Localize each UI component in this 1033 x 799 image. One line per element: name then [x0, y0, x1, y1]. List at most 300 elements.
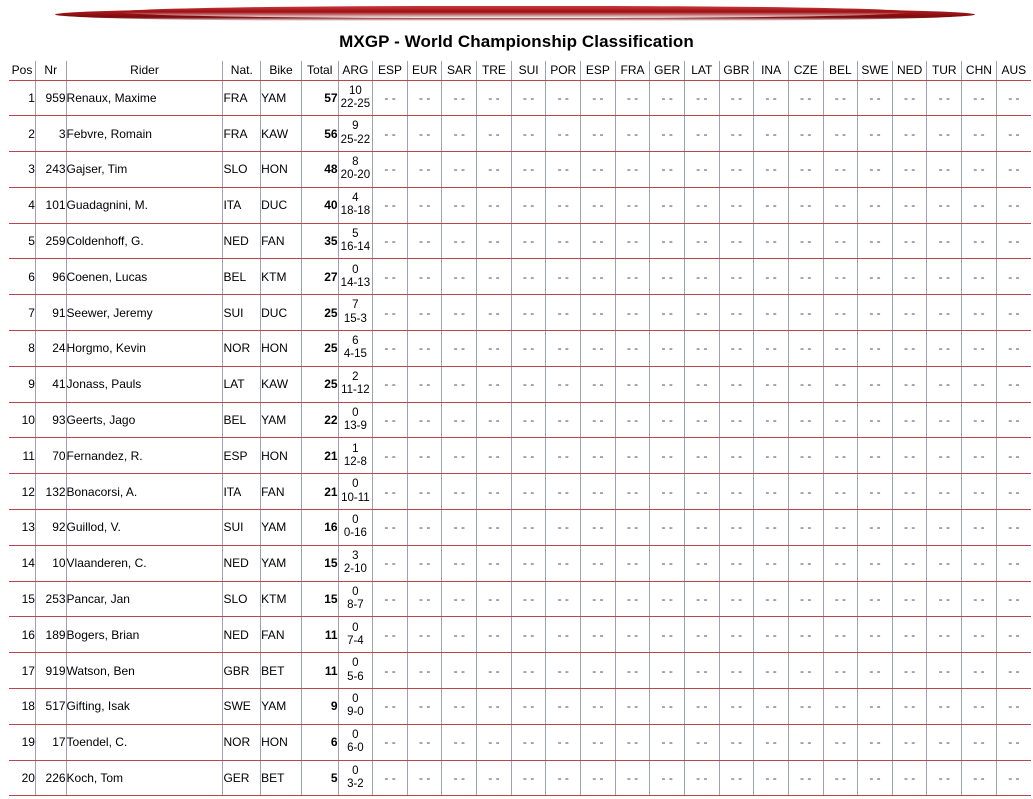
cell-nationality: SLO [223, 581, 261, 617]
cell-event-empty: - - [477, 259, 512, 295]
cell-event-empty: - - [823, 80, 858, 116]
cell-total-points: 6 [301, 724, 338, 760]
cell-event-empty: - - [615, 438, 650, 474]
cell-rider-name: Seewer, Jeremy [66, 295, 223, 331]
cell-event-arg [338, 581, 373, 617]
cell-event-empty: - - [962, 724, 997, 760]
cell-event-empty: - - [927, 331, 962, 367]
cell-nationality: FRA [223, 116, 261, 152]
cell-event-arg [338, 152, 373, 188]
cell-event-empty: - - [407, 545, 442, 581]
cell-event-empty: - - [407, 116, 442, 152]
cell-event-empty: - - [546, 581, 581, 617]
cell-event-empty: - - [754, 259, 789, 295]
cell-number: 259 [35, 223, 66, 259]
cell-event-empty: - - [477, 366, 512, 402]
cell-event-empty: - - [996, 187, 1031, 223]
cell-event-empty: - - [927, 581, 962, 617]
cell-event-empty: - - [615, 617, 650, 653]
cell-event-empty: - - [581, 545, 616, 581]
cell-event-empty: - - [927, 760, 962, 796]
cell-event-empty: - - [962, 80, 997, 116]
cell-event-empty: - - [996, 438, 1031, 474]
cell-number: 253 [35, 581, 66, 617]
cell-event-empty: - - [892, 402, 927, 438]
cell-event-empty: - - [788, 724, 823, 760]
cell-event-empty: - - [754, 760, 789, 796]
cell-event-empty: - - [788, 259, 823, 295]
cell-event-empty: - - [962, 510, 997, 546]
cell-number: 189 [35, 617, 66, 653]
cell-event-empty: - - [892, 80, 927, 116]
cell-event-empty: - - [511, 187, 546, 223]
cell-event-empty: - - [615, 581, 650, 617]
cell-event-empty: - - [823, 689, 858, 725]
cell-event-empty: - - [996, 366, 1031, 402]
cell-event-empty: - - [962, 402, 997, 438]
cell-event-empty: - - [927, 223, 962, 259]
cell-rider-name: Jonass, Pauls [66, 366, 223, 402]
cell-event-empty: - - [719, 223, 754, 259]
cell-number: 41 [35, 366, 66, 402]
event-points: 0 [352, 764, 359, 777]
event-points: 4 [352, 192, 359, 205]
cell-event-empty: - - [996, 402, 1031, 438]
event-race-results: 4-15 [343, 348, 367, 361]
cell-total-points: 25 [301, 366, 338, 402]
cell-event-empty: - - [684, 223, 719, 259]
cell-bike: FAN [261, 223, 302, 259]
cell-event-empty: - - [788, 689, 823, 725]
cell-event-empty: - - [407, 474, 442, 510]
cell-event-empty: - - [858, 689, 893, 725]
cell-event-empty: - - [962, 116, 997, 152]
header-event-tur: TUR [927, 61, 962, 80]
cell-event-empty: - - [962, 331, 997, 367]
cell-event-empty: - - [823, 545, 858, 581]
cell-event-empty: - - [996, 331, 1031, 367]
cell-event-empty: - - [788, 152, 823, 188]
cell-nationality: SUI [223, 510, 261, 546]
cell-event-empty: - - [373, 474, 408, 510]
cell-event-empty: - - [996, 510, 1031, 546]
cell-event-empty: - - [892, 438, 927, 474]
cell-position: 13 [9, 510, 35, 546]
cell-bike: KTM [261, 581, 302, 617]
cell-event-empty: - - [615, 259, 650, 295]
table-row [9, 80, 1031, 116]
cell-event-empty: - - [719, 116, 754, 152]
cell-total-points: 21 [301, 438, 338, 474]
cell-event-empty: - - [754, 80, 789, 116]
cell-event-empty: - - [823, 187, 858, 223]
cell-number: 17 [35, 724, 66, 760]
cell-number: 96 [35, 259, 66, 295]
cell-event-empty: - - [511, 152, 546, 188]
event-race-results: 3-2 [347, 778, 364, 791]
cell-event-empty: - - [511, 617, 546, 653]
cell-event-empty: - - [996, 259, 1031, 295]
cell-event-empty: - - [684, 80, 719, 116]
cell-event-empty: - - [962, 152, 997, 188]
cell-bike: DUC [261, 295, 302, 331]
cell-event-empty: - - [823, 331, 858, 367]
cell-event-empty: - - [477, 187, 512, 223]
cell-event-empty: - - [927, 80, 962, 116]
cell-event-empty: - - [754, 116, 789, 152]
cell-event-empty: - - [650, 438, 685, 474]
header-event-sar: SAR [442, 61, 477, 80]
cell-event-empty: - - [546, 116, 581, 152]
cell-event-empty: - - [996, 474, 1031, 510]
cell-event-empty: - - [996, 689, 1031, 725]
cell-event-empty: - - [581, 438, 616, 474]
cell-bike: HON [261, 152, 302, 188]
event-points: 0 [352, 693, 359, 706]
table-row [9, 474, 1031, 510]
cell-event-empty: - - [927, 259, 962, 295]
cell-number: 93 [35, 402, 66, 438]
cell-event-empty: - - [373, 402, 408, 438]
cell-event-empty: - - [858, 152, 893, 188]
cell-event-empty: - - [650, 116, 685, 152]
cell-event-empty: - - [407, 80, 442, 116]
event-race-results: 5-6 [347, 670, 364, 683]
table-row [9, 760, 1031, 796]
cell-event-empty: - - [511, 80, 546, 116]
table-row [9, 402, 1031, 438]
cell-total-points: 57 [301, 80, 338, 116]
cell-event-empty: - - [442, 116, 477, 152]
cell-event-arg [338, 331, 373, 367]
cell-event-empty: - - [477, 474, 512, 510]
cell-event-empty: - - [407, 438, 442, 474]
cell-event-empty: - - [996, 80, 1031, 116]
cell-event-arg [338, 223, 373, 259]
cell-event-empty: - - [650, 331, 685, 367]
cell-position: 10 [9, 402, 35, 438]
cell-event-empty: - - [754, 545, 789, 581]
cell-event-empty: - - [546, 223, 581, 259]
cell-event-empty: - - [511, 689, 546, 725]
cell-nationality: NED [223, 617, 261, 653]
cell-event-arg [338, 295, 373, 331]
cell-event-empty: - - [927, 689, 962, 725]
cell-event-empty: - - [684, 617, 719, 653]
cell-event-empty: - - [719, 617, 754, 653]
event-points: 0 [352, 657, 359, 670]
cell-event-empty: - - [684, 653, 719, 689]
cell-event-empty: - - [615, 545, 650, 581]
cell-total-points: 22 [301, 402, 338, 438]
cell-event-empty: - - [858, 80, 893, 116]
cell-event-empty: - - [511, 760, 546, 796]
event-race-results: 8-7 [347, 599, 364, 612]
cell-event-empty: - - [615, 474, 650, 510]
cell-event-empty: - - [650, 689, 685, 725]
header-event-gbr: GBR [719, 61, 754, 80]
cell-event-empty: - - [477, 760, 512, 796]
cell-event-empty: - - [407, 187, 442, 223]
cell-event-empty: - - [581, 581, 616, 617]
cell-event-empty: - - [892, 366, 927, 402]
cell-event-empty: - - [927, 152, 962, 188]
cell-event-empty: - - [373, 724, 408, 760]
cell-nationality: NOR [223, 331, 261, 367]
cell-event-empty: - - [477, 80, 512, 116]
cell-position: 17 [9, 653, 35, 689]
cell-event-empty: - - [546, 510, 581, 546]
event-race-results: 11-12 [341, 384, 370, 397]
cell-event-empty: - - [373, 653, 408, 689]
cell-event-empty: - - [858, 760, 893, 796]
cell-event-empty: - - [684, 724, 719, 760]
cell-event-empty: - - [754, 689, 789, 725]
cell-event-empty: - - [962, 295, 997, 331]
cell-event-empty: - - [684, 295, 719, 331]
cell-event-empty: - - [615, 366, 650, 402]
event-points: 8 [352, 156, 359, 169]
cell-total-points: 25 [301, 331, 338, 367]
cell-event-empty: - - [581, 331, 616, 367]
cell-event-empty: - - [754, 366, 789, 402]
cell-event-empty: - - [858, 366, 893, 402]
cell-event-empty: - - [719, 581, 754, 617]
cell-event-empty: - - [407, 689, 442, 725]
cell-event-empty: - - [996, 653, 1031, 689]
cell-event-empty: - - [511, 474, 546, 510]
cell-event-empty: - - [581, 474, 616, 510]
cell-event-empty: - - [581, 510, 616, 546]
cell-event-empty: - - [546, 152, 581, 188]
cell-event-empty: - - [996, 617, 1031, 653]
cell-event-empty: - - [719, 689, 754, 725]
cell-nationality: ESP [223, 438, 261, 474]
event-race-results: 20-20 [340, 169, 371, 182]
cell-bike: YAM [261, 402, 302, 438]
cell-event-empty: - - [788, 295, 823, 331]
cell-event-empty: - - [962, 187, 997, 223]
cell-event-empty: - - [719, 474, 754, 510]
cell-event-empty: - - [581, 187, 616, 223]
cell-event-empty: - - [477, 152, 512, 188]
cell-event-empty: - - [684, 116, 719, 152]
cell-event-empty: - - [615, 510, 650, 546]
cell-event-empty: - - [927, 402, 962, 438]
cell-event-empty: - - [442, 510, 477, 546]
cell-rider-name: Koch, Tom [66, 760, 223, 796]
cell-event-empty: - - [511, 724, 546, 760]
cell-total-points: 21 [301, 474, 338, 510]
cell-event-empty: - - [858, 438, 893, 474]
cell-event-empty: - - [373, 545, 408, 581]
event-race-results: 25-22 [340, 133, 371, 146]
cell-number: 959 [35, 80, 66, 116]
cell-event-empty: - - [823, 724, 858, 760]
cell-event-arg [338, 545, 373, 581]
cell-nationality: NOR [223, 724, 261, 760]
cell-event-empty: - - [962, 689, 997, 725]
cell-event-empty: - - [615, 331, 650, 367]
cell-rider-name: Febvre, Romain [66, 116, 223, 152]
cell-event-empty: - - [546, 402, 581, 438]
cell-event-empty: - - [442, 581, 477, 617]
cell-event-empty: - - [511, 331, 546, 367]
cell-rider-name: Guillod, V. [66, 510, 223, 546]
cell-event-empty: - - [477, 581, 512, 617]
cell-event-empty: - - [477, 510, 512, 546]
cell-position: 6 [9, 259, 35, 295]
cell-event-empty: - - [615, 80, 650, 116]
cell-event-empty: - - [442, 187, 477, 223]
table-row [9, 116, 1031, 152]
cell-event-empty: - - [892, 295, 927, 331]
cell-event-empty: - - [650, 187, 685, 223]
cell-number: 919 [35, 653, 66, 689]
cell-event-empty: - - [788, 760, 823, 796]
cell-position: 14 [9, 545, 35, 581]
cell-event-empty: - - [546, 474, 581, 510]
cell-total-points: 35 [301, 223, 338, 259]
page-title: MXGP - World Championship Classification [339, 32, 694, 51]
cell-number: 101 [35, 187, 66, 223]
cell-event-empty: - - [407, 402, 442, 438]
cell-total-points: 25 [301, 295, 338, 331]
cell-event-empty: - - [442, 80, 477, 116]
cell-event-empty: - - [892, 187, 927, 223]
cell-bike: BET [261, 653, 302, 689]
cell-number: 517 [35, 689, 66, 725]
cell-event-empty: - - [407, 295, 442, 331]
cell-event-empty: - - [962, 581, 997, 617]
cell-event-empty: - - [892, 152, 927, 188]
cell-event-empty: - - [373, 366, 408, 402]
cell-event-empty: - - [927, 116, 962, 152]
header-rider: Rider [66, 61, 223, 80]
cell-total-points: 40 [301, 187, 338, 223]
cell-event-arg [338, 116, 373, 152]
cell-event-empty: - - [962, 617, 997, 653]
event-race-results: 13-9 [343, 420, 367, 433]
cell-event-empty: - - [442, 223, 477, 259]
cell-event-empty: - - [719, 331, 754, 367]
cell-event-arg [338, 187, 373, 223]
cell-event-empty: - - [996, 545, 1031, 581]
cell-event-empty: - - [546, 724, 581, 760]
cell-event-empty: - - [442, 724, 477, 760]
cell-event-empty: - - [788, 510, 823, 546]
cell-event-arg [338, 510, 373, 546]
cell-event-empty: - - [373, 617, 408, 653]
cell-event-empty: - - [788, 366, 823, 402]
cell-rider-name: Gajser, Tim [66, 152, 223, 188]
cell-rider-name: Watson, Ben [66, 653, 223, 689]
cell-event-empty: - - [407, 259, 442, 295]
cell-event-empty: - - [788, 402, 823, 438]
cell-event-empty: - - [442, 366, 477, 402]
cell-event-empty: - - [823, 581, 858, 617]
cell-event-empty: - - [927, 366, 962, 402]
cell-position: 3 [9, 152, 35, 188]
cell-event-empty: - - [407, 724, 442, 760]
cell-rider-name: Gifting, Isak [66, 689, 223, 725]
cell-nationality: ITA [223, 474, 261, 510]
cell-event-empty: - - [892, 259, 927, 295]
cell-event-empty: - - [546, 545, 581, 581]
cell-nationality: NED [223, 223, 261, 259]
cell-event-empty: - - [754, 653, 789, 689]
cell-event-empty: - - [996, 152, 1031, 188]
cell-event-empty: - - [407, 617, 442, 653]
event-points: 0 [352, 406, 359, 419]
cell-event-empty: - - [615, 187, 650, 223]
cell-event-empty: - - [684, 510, 719, 546]
cell-position: 12 [9, 474, 35, 510]
cell-event-empty: - - [962, 653, 997, 689]
table-row [9, 366, 1031, 402]
cell-event-empty: - - [373, 223, 408, 259]
cell-event-empty: - - [546, 617, 581, 653]
cell-event-empty: - - [373, 259, 408, 295]
cell-position: 11 [9, 438, 35, 474]
cell-position: 9 [9, 366, 35, 402]
cell-event-empty: - - [373, 152, 408, 188]
cell-event-empty: - - [892, 331, 927, 367]
cell-event-arg [338, 724, 373, 760]
cell-event-empty: - - [754, 724, 789, 760]
cell-rider-name: Geerts, Jago [66, 402, 223, 438]
cell-event-empty: - - [650, 617, 685, 653]
cell-nationality: SWE [223, 689, 261, 725]
cell-event-empty: - - [927, 510, 962, 546]
cell-event-empty: - - [581, 402, 616, 438]
cell-rider-name: Horgmo, Kevin [66, 331, 223, 367]
cell-event-empty: - - [650, 152, 685, 188]
table-row [9, 653, 1031, 689]
cell-number: 243 [35, 152, 66, 188]
cell-bike: DUC [261, 187, 302, 223]
table-row [9, 438, 1031, 474]
cell-event-empty: - - [581, 689, 616, 725]
cell-event-empty: - - [511, 259, 546, 295]
cell-nationality: BEL [223, 259, 261, 295]
cell-event-arg [338, 689, 373, 725]
cell-event-empty: - - [996, 223, 1031, 259]
cell-event-empty: - - [477, 295, 512, 331]
cell-event-empty: - - [477, 617, 512, 653]
cell-event-empty: - - [684, 152, 719, 188]
cell-bike: HON [261, 724, 302, 760]
cell-event-empty: - - [407, 366, 442, 402]
standings-table [9, 61, 1031, 796]
event-race-results: 9-0 [347, 706, 364, 719]
cell-event-empty: - - [719, 152, 754, 188]
event-points: 1 [352, 442, 359, 455]
event-race-results: 16-14 [340, 241, 371, 254]
cell-nationality: NED [223, 545, 261, 581]
cell-event-empty: - - [719, 402, 754, 438]
cell-event-empty: - - [511, 223, 546, 259]
cell-event-empty: - - [823, 653, 858, 689]
cell-event-empty: - - [373, 510, 408, 546]
cell-event-empty: - - [650, 295, 685, 331]
cell-event-empty: - - [442, 438, 477, 474]
cell-event-empty: - - [442, 152, 477, 188]
cell-event-empty: - - [650, 581, 685, 617]
cell-event-empty: - - [407, 223, 442, 259]
cell-event-arg [338, 402, 373, 438]
cell-bike: HON [261, 331, 302, 367]
